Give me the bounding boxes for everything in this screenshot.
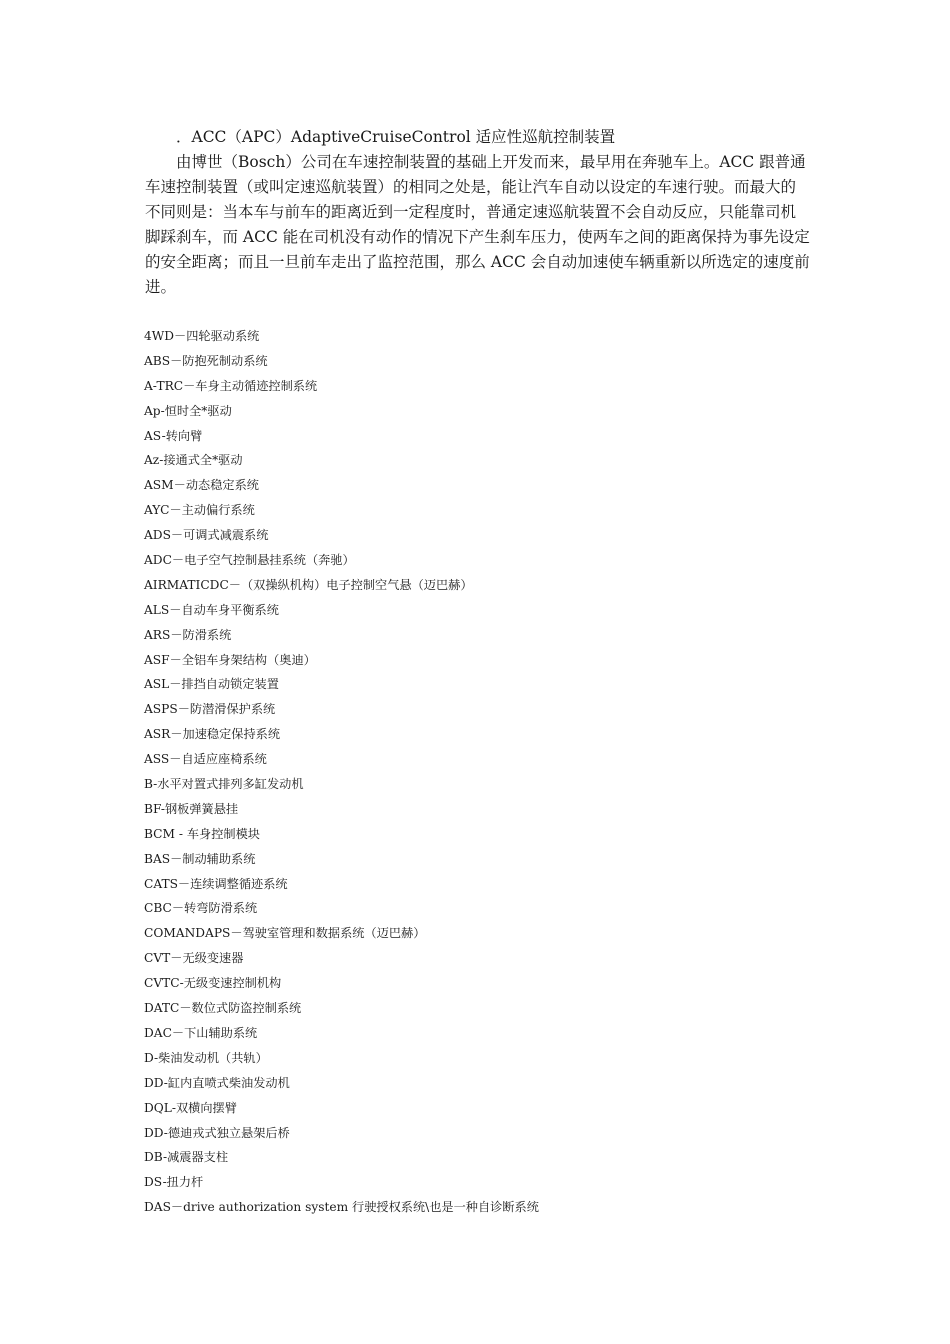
abbreviation-item: CVTC-无级变速控制机构 [144,976,282,991]
abbreviation-item: ASL－排挡自动锁定装置 [144,677,279,692]
abbreviation-item: ADC－电子空气控制悬挂系统（奔驰） [144,553,355,568]
abbreviation-item: AYC－主动偏行系统 [144,503,255,518]
abbreviation-item: CBC－转弯防滑系统 [144,901,258,916]
abbreviation-item: ASM－动态稳定系统 [144,478,259,493]
abbreviation-item: DAC－下山辅助系统 [144,1025,258,1040]
abbreviation-item: DQL-双横向摆臂 [144,1100,237,1115]
abbreviation-item: DATC－数位式防盗控制系统 [144,1001,302,1016]
abbreviation-item: ASS－自适应座椅系统 [144,752,267,767]
abbreviation-item: ARS－防滑系统 [144,627,232,642]
abbreviation-item: DD-德迪戎式独立悬架后桥 [144,1125,290,1140]
abbreviation-item: ABS－防抱死制动系统 [144,353,268,368]
abbreviation-item: B-水平对置式排列多缸发动机 [144,777,304,792]
abbreviation-item: BCM - 车身控制模块 [144,826,260,841]
acc-heading: ．ACC（APC）AdaptiveCruiseControl 适应性巡航控制装置 [176,128,616,146]
abbreviation-item: AS-转向臂 [144,428,203,443]
abbreviation-item: COMANDAPS－驾驶室管理和数据系统（迈巴赫） [144,926,426,941]
abbreviation-item: AIRMATICDC－（双操纵机构）电子控制空气悬（迈巴赫） [144,577,473,592]
abbreviation-item: CATS－连续调整循迹系统 [144,876,288,891]
abbreviation-list [144,324,824,1220]
abbreviation-item: ASPS－防潜滑保护系统 [144,702,276,717]
acc-description-paragraph: 由博世（Bosch）公司在车速控制装置的基础上开发而来，最早用在奔驰车上。ACC 跟普通车速控制装置（或叫定速巡航装置）的相同之处是，能让汽车自动以设定的车速行驶。而最大的不同则是：当本车与前车的距离近到一定程度时，普通定速巡航装置不会自动反应，只能靠司机脚踩刹车，而 ACC 能在司机没有动作的情况下产生刹车压力，使两车之间的距离保持为事先设定的安全距离；而且一旦前车走出了监控范围，那么 ACC 会自动加速使车辆重新以所选定的速度前进。 [145,153,810,296]
abbreviation-item: ALS－自动车身平衡系统 [144,602,279,617]
abbreviation-item: CVT－无级变速器 [144,951,244,966]
abbreviation-item: A-TRC－车身主动循迹控制系统 [144,378,318,393]
abbreviation-item: DAS－drive authorization system 行驶授权系统\也是一种自诊断系统 [144,1200,539,1215]
acc-intro-section [145,125,810,300]
abbreviation-item: ASR－加速稳定保持系统 [144,727,281,742]
abbreviation-item: BAS－制动辅助系统 [144,851,256,866]
abbreviation-item: Az-接通式全*驱动 [144,453,243,468]
abbreviation-item: BF-钢板弹簧悬挂 [144,801,239,816]
abbreviation-item: 4WD－四轮驱动系统 [144,329,260,343]
abbreviation-item: DS-扭力杆 [144,1175,204,1190]
abbreviation-item: ADS－可调式减震系统 [144,528,269,543]
abbreviation-item: DD-缸内直喷式柴油发动机 [144,1075,290,1090]
abbreviation-item: ASF－全铝车身架结构（奥迪） [144,652,316,667]
abbreviation-item: Ap-恒时全*驱动 [144,403,232,418]
abbreviation-item: DB-减震器支柱 [144,1150,229,1165]
abbreviation-item: D-柴油发动机（共轨） [144,1050,268,1065]
